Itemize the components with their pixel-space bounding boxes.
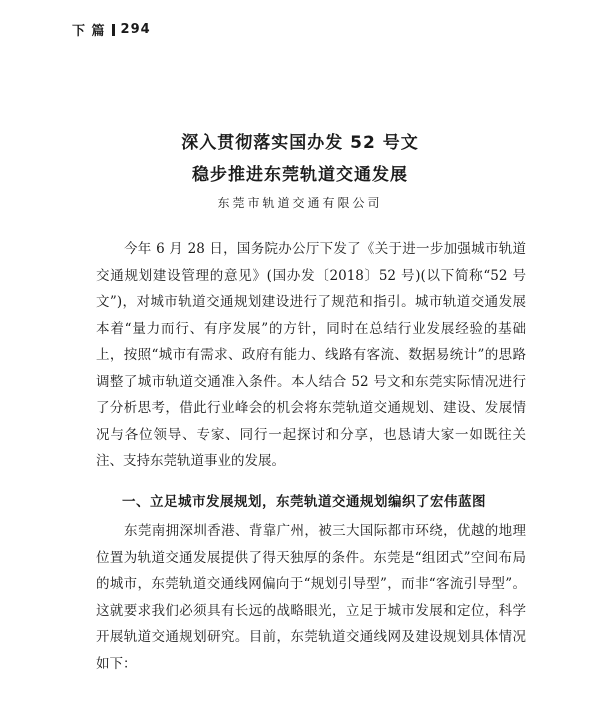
section-label: 下 篇 — [72, 24, 106, 39]
article-title-line-2: 稳步推进东莞轨道交通发展 — [192, 165, 408, 185]
body-paragraph-2: 东莞南拥深圳香港、背靠广州，被三大国际都市环绕，优越的地理位置为轨道交通发展提供了得天独厚的条件。东莞是“组团式”空间布局的城市，东莞轨道交通线网偏向于“规划引导型”，而非“客流引导型”。这就要求我们必须具有长远的战略眼光，立足于城市发展和定位，科学开展轨道交通规划研究。目前，东莞轨道交通线网及建设规划具体情况如下： — [96, 523, 526, 672]
article-title-line-1: 深入贯彻落实国办发 52 号文 — [181, 133, 419, 153]
body-paragraph-1: 今年 6 月 28 日，国务院办公厅下发了《关于进一步加强城市轨道交通规划建设管理的意见》(国办发〔2018〕52 号)(以下简称“52 号文”)，对城市轨道交通规划建设进行了规范和指引。城市轨道交通发展本着“量力而行、有序发展”的方针，同时在总结行业发展经验的基础上，按照“城市有需求、政府有能力、线路有客流、数据易统计”的思路调整了城市轨道交通准入条件。本人结合 52 号文和东莞实际情况进行了分析思考，借此行业峰会的机会将东莞轨道交通规划、建设、发展情况与各位领导、专家、同行一起探讨和分享，也恳请大家一如既往关注、支持东莞轨道事业的发展。 — [96, 241, 526, 469]
header-divider — [112, 24, 115, 36]
page-number: 294 — [120, 22, 151, 37]
article-author: 东莞市轨道交通有限公司 — [217, 196, 383, 210]
running-header — [72, 20, 151, 39]
section-heading-1: 一、立足城市发展规划，东莞轨道交通规划编织了宏伟蓝图 — [122, 494, 486, 510]
